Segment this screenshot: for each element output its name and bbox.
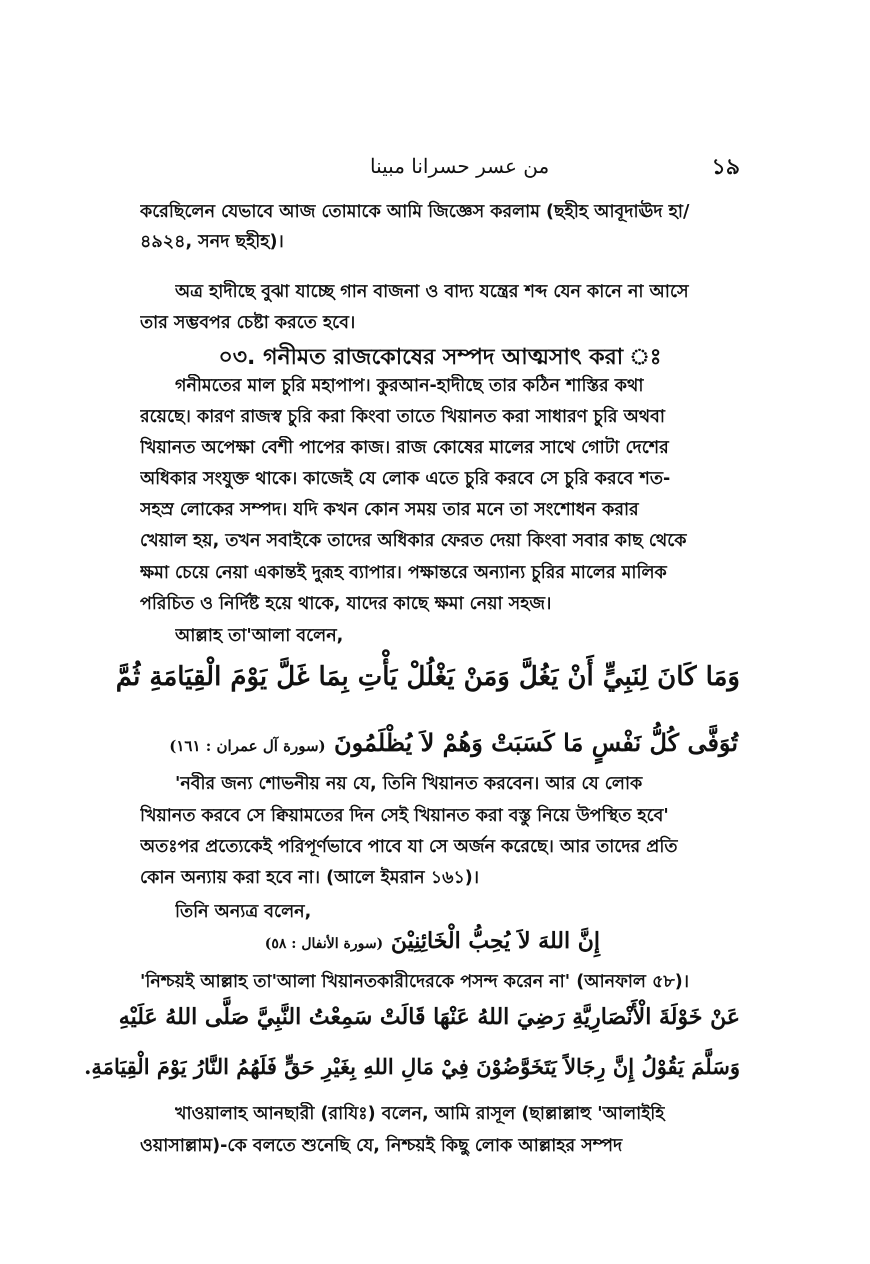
text-line: 'নবীর জন্য শোভনীয় নয় যে, তিনি খিয়ানত করবেন। আর যে লোক bbox=[175, 774, 643, 794]
page-header bbox=[140, 150, 740, 186]
arabic-verse-text: إِنَّ اللهَ لاَ يُحِبُّ الْخَائِنِيْنَ bbox=[390, 928, 600, 954]
text-line: তার সম্ভবপর চেষ্টা করতে হবে। bbox=[140, 313, 356, 333]
text-line: 'নিশ্চয়ই আল্লাহ তা'আলা খিয়ানতকারীদেরকে পসন্দ করেন না' (আনফাল ৫৮)। bbox=[140, 972, 690, 992]
text-line: খেয়াল হয়, তখন সবাইকে তাদের অধিকার ফেরত দেয়া কিংবা সবার কাছ থেকে bbox=[140, 531, 687, 551]
arabic-verse-line bbox=[265, 928, 600, 954]
arabic-verse-line bbox=[169, 728, 738, 757]
text-line: ওয়াসাল্লাম)-কে বলতে শুনেছি যে, নিশ্চয়ই কিছু লোক আল্লাহর সম্পদ bbox=[140, 1136, 623, 1156]
text-line: অত্র হাদীছে বুঝা যাচ্ছে গান বাজনা ও বাদ্য যন্ত্রের শব্দ যেন কানে না আসে bbox=[175, 282, 689, 302]
text-line: খিয়ানত করবে সে ক্বিয়ামতের দিন সেই খিয়ানত করা বস্তু নিয়ে উপস্থিত হবে' bbox=[140, 806, 669, 826]
text-line: কোন অন্যায় করা হবে না। (আলে ইমরান ১৬১)। bbox=[140, 868, 480, 888]
section-heading: ০৩. গনীমত রাজকোষের সম্পদ আত্মসাৎ করা ঃ bbox=[218, 345, 662, 370]
text-line: অধিকার সংযুক্ত থাকে। কাজেই যে লোক এতে চুরি করবে সে চুরি করবে শত- bbox=[140, 469, 671, 489]
text-line: ক্ষমা চেয়ে নেয়া একান্তই দুরূহ ব্যাপার। পক্ষান্তরে অন্যান্য চুরির মালের মালিক bbox=[140, 563, 667, 583]
text-line: আল্লাহ তা'আলা বলেন, bbox=[175, 626, 344, 646]
arabic-verse-line: وَمَا كَانَ لِنَبِيٍّ أَنْ يَغُلَّ وَمَنْ يَغْلُلْ يَأْتِ بِمَا غَلَّ يَوْمَ الْقِيَامَةِ ثُمَّ bbox=[115, 662, 740, 692]
arabic-hadith-line: عَنْ خَوْلَةَ الْأَنْصَارِيَّةِ رَضِيَ اللهُ عَنْهَا قَالَتْ سَمِعْتُ النَّبِيَّ صَلَّى اللهُ عَلَيْهِ bbox=[118, 1004, 740, 1030]
text-line: অতঃপর প্রত্যেকেই পরিপূর্ণভাবে পাবে যা সে অর্জন করেছে। আর তাদের প্রতি bbox=[140, 837, 678, 857]
arabic-verse-text: تُوَفَّى كُلُّ نَفْسٍ مَا كَسَبَتْ وَهُمْ لاَ يُظْلَمُونَ bbox=[334, 728, 738, 757]
header-title: من عسر حسرانا مبينا bbox=[370, 154, 550, 178]
text-line: করেছিলেন যেভাবে আজ তোমাকে আমি জিজ্ঞেস করলাম (ছহীহ আবূদাঊদ হা/ bbox=[140, 202, 690, 222]
text-line: খিয়ানত অপেক্ষা বেশী পাপের কাজ। রাজ কোষের মালের সাথে গোটা দেশের bbox=[140, 438, 669, 458]
arabic-verse-reference: (سورة الأنفال : ٥٨) bbox=[264, 936, 384, 952]
text-line: গনীমতের মাল চুরি মহাপাপ। কুরআন-হাদীছে তার কঠিন শাস্তির কথা bbox=[175, 376, 644, 396]
arabic-hadith-line: وَسَلَّمَ يَقُوْلُ إِنَّ رِجَالاً يَتَخَوَّضُوْنَ فِيْ مَالِ اللهِ بِغَيْرِ حَقٍّ فَلَهُمُ النَّارُ يَوْمَ الْقِيَامَةِ. bbox=[84, 1054, 740, 1079]
text-line: পরিচিত ও নির্দিষ্ট হয়ে থাকে, যাদের কাছে ক্ষমা নেয়া সহজ। bbox=[140, 594, 552, 614]
text-line: রয়েছে। কারণ রাজস্ব চুরি করা কিংবা তাতে খিয়ানত করা সাধারণ চুরি অথবা bbox=[140, 407, 665, 427]
arabic-verse-reference: (سورة آل عمران : ١٦١) bbox=[169, 737, 326, 755]
text-line: খাওয়ালাহ আনছারী (রাযিঃ) বলেন, আমি রাসূল (ছাল্লাল্লাহু 'আলাইহি bbox=[175, 1104, 665, 1124]
text-line: সহস্র লোকের সম্পদ। যদি কখন কোন সময় তার মনে তা সংশোধন করার bbox=[140, 500, 639, 520]
text-line: ৪৯২৪, সনদ ছহীহ)। bbox=[140, 232, 284, 252]
text-line: তিনি অন্যত্র বলেন, bbox=[175, 902, 312, 922]
page-number: ১৯ bbox=[711, 155, 740, 180]
